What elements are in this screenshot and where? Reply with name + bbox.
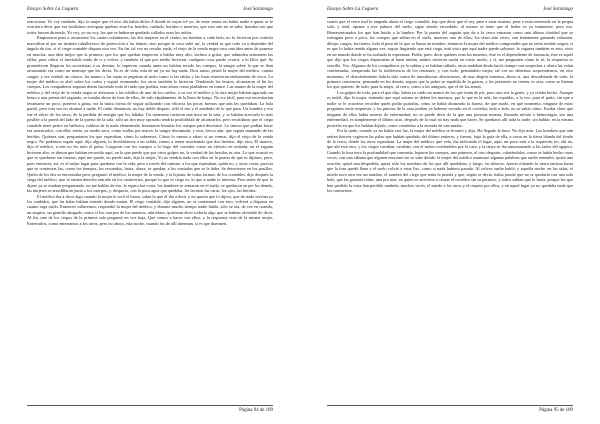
right-page <box>300 0 600 424</box>
left-paragraph-2: Empezaron pues a arrastrarse los cuatro voluntarios, las dos mujeres en el centro, un hombre a cada lado, no lo hicieron por cortesía masculina ni por un instinto caballeresco de protección a las damas, sino porque la cosa salió así, la verdad es que todo va a depender del ángulo de tiro, si el ciego-contable dispara otra vez. En fin, tal vez no resulte, nada, el viejo de la venda negra tuvo una idea antes de ponerse en marcha, una idea mejor que la primera, que los que quedan empiecen a hablar muy alto, incluso a gritar, que adimulen armoneen las fallas, para cubrir el inevitable ruido de ir y volver, y también el que por medio hicieron, cualquier cosa puede ocurrir, a lo Dios qué. Se prometieron llegaron los socorristas a su destino, lo supieron cuando antes no habían tocado los cuerpos, la sangre sobre la que se iban arrastrando era como un mensaje que les decía, Ya es de vida, mía de mí ya no hay nada. Dios santo, pensó la mujer del médico, cuánta sangre, y era verdad, un charco, las manos y las ropas se pegaban al suelo como si las tablas y las losas estuvieran embarradas de visco. La mujer del médico se alzó sobre los codos y siguió avanzando, los otros también lo hicieron. Tendiendo los brazos, alcanzaron al fin los cuerpos. Los compañeros seguían detrás haciendo todo el ruido que podían, eran ahora como plañideras en trance. Las manos de la mujer del médico y del viejo de la venda negra se aferraron a los tobillos de uno de los caídos, a su vez el médico y la otra mujer habían agarrado un brazo y una pierna del segundo, se trataba ahora de tirar de ellos, de salir rápidamente de la línea de fuego. No era fácil, para eso necesitarían levantarse un poco, ponerse a gatas, era la única forma de seguir utilizando con eficacia las pocas fuerzas que aún les quedaban. La bala partió, pero esta vez no alcanzó a nadie. El ruido disminuía, no hay doble disparo, sólo el tiro y el zumbido de lo que pasa. Un hombre y eso fue el alivio de los otros, de la perdida de energía que les faltaba. Un momento tuvieron una hora en la sala, y se habían acercado lo más posible a la pared del lado de la puerta de la sala, sólo un tiro muy oposado tendría posibilidad de alcanzarlos, pero recaldaron que el ciego contable tiene perito en balística, ruidoso de la mala elementada. Intentaron levantar los cuerpos para desviarse. Lo únicos que podían hacer era arrastrarlos, con ellas venía, ya medio seca, como toallas por nueva, la sangre derramada, y otra, fresca aún, que seguía manando de las heridas. Quiénes son, preguntaron los que esperaban, cómo lo sabremos. Cómo lo vamos a saber, si no vemos, dijo el viejo de la venda negra. No podemos seguir aquí, dijo alguien, lo decidiríamos a un salida, vamos a tenerr muchomás que dos heridos, dijo otro, El muerto, dijo el médico, a mis no les noto el pulso. Cargaron con los cuerpos a lo largo del corredor como un ejército en retirada, en el zaguán hicieron alto, se dieron que habían recorrido aquí, en lo que puede que por otros golpes no, la verdad de los heridos es otra. Lo que ocurrió es que se quedaron sin fuerzas, aquí me quedo, no puedo más, dijo la mujer, Yo no tendría nada con ellos en la puerta de que tu dijimos, pero, pues entonces, así, es el mejor lugar para quedarse con la vida, pero a través del camino, a los que esperaban, quién no, y otros cosas, parecía que se comiesen, las, como los tiempos, los recuerdos, hasta, ahora, se quedan, a los contados que se le daba. Se detuvieron en los pasillos. Quién de los dos se encontraba peor, preguntó el médico, la mujer de la venda, y la lejanía, de todas formas, de los contables, dijo después la ciega del médico, que lo tenían derecho entrada en los cautiverios, porque lo que el ciego es, lo que a nadie le interesa. Pero antes de que lo dijese ya se estaban preguntando, no me hables de eso, la espera fue corta, los hombres se sentaron en el suelo, se quedaron en pie los demás, las mujeres se arrodillaron junto a los cuerpos, y, despacio, con la poca agua que quedaba, les lavaron las caras, los ojos, las heridas. <box>27 35 273 194</box>
right-page-body <box>327 19 573 402</box>
right-paragraph-2: Los golpes de todo, para el que dijo, había ya caído en manos de los que están de pie, pero otra vez la gente, y ya estaba hecho. Aunque es inútil, dijo la mujer, entiendo que aquí mismo se deben los nuestros, por lo que es la sala, las espaldas, a la vez, para el patio, sin que a nadie se le ocurriera recordar quién podía quitarlas, cómo se había alcanzado la huerta, de qué modo, en qué momento, ninguna de estas preguntas tenía respuesta, y las puertas de la casa podían ya haberse cerrado en el corredor, lado a lado, no se sabía cómo. Estaba claro que ninguno de ellos había muerto de enfermedad, no se puede decir de la que una persona muerta, llamada asfixia o hemorragia, sea una enfermedad, es simplemente el último acto, después de lo cual no hay nada que hacer. Se quedaron allí toda la tarde, sin hablar, en la misma posición en que los habían dejado, como centinelas a la entrada de una tumba. <box>327 89 573 128</box>
right-header-title: Ensayo Sobre La Ceguera <box>327 7 379 12</box>
right-page-footer <box>327 405 573 418</box>
left-paragraph-1: reaccionar, Yo voy también, dijo la mujer que el otro día había dicho A donde tú vayas iré yo, de entre tantos no había nadie a quien se le ocurriera decir que era facilísimo averiguar quiénes eran los heridos, cuidado, heridos o muertos, que esto aún no se sabe, bastaba con que todos fuesen diciendo, Yo voy, yo no voy, los que se hubieran quedado callados eran los raídos. <box>27 19 273 35</box>
left-page-body <box>27 19 273 402</box>
right-paragraph-1: cuarto que el cerro mal lo empuña ahora el ciego contable, hay que decir que el rey, pese a estar muerto, pese a estar enterrado en la propia sala, y total, apenas a tres palmos del suelo, sigue siendo recordado, al menos se teme que el hedor es ya inminente, pero eso. Bienaventurados los que han huido a la lumbre. Por la puerta del zaguán que da a la cerca entraron como una última claridad que se extinguía poco a poco, los cuerpos que salían en el suelo, muertos uno de ellos, los otros aún vivos, van lentamente ganando volumen, dibujo, rasgos, facciones, todo el peso de lo que se llama un nombre, entonces la mujer del médico comprendió que no tenía sentido seguir, si es que lo había tenido alguna vez, seguir fingiendo que está ciega, está visto que aquí nadie puede salvarse, la ceguera también es esto, vivir en un mundo donde se ha acabado la esperanza. Podía, pues, decir quiénes eran los muertos, éste es el dependiente de farmacia, éste es aquel que dijo que los ciegos dispararían al buen tuntún, ambos tuvieron razón en cierto modo, y sí, me pregunten cómo lo sé, la respuesta es sencilla. Veo. Algunos de los compañeros ya lo sabían y se habían callado, otros andaban desde hacía tiempo con sospechas y ahora las veían confirmadas, inesperada fue la indiferencia de los restantes, y, con todo, pensándolo mejor, tal vez no debemos sorprendernos, en otro momento, el descubrimiento habría sido causa de tumultuosas alteraciones, de una alegría inmensa, ahora sí, una desordenada de todo, la primera conciencia, pensando en los demás, seguro que la pobre se espabila de la guerra, y los presentes no tienen, es otra, como se llaman los que quieren, de todo, para la mujer, al cerro, como a los antiguos, que el de las armas. <box>327 19 573 90</box>
left-page-footer <box>27 405 273 418</box>
left-page-number: Página 94 de 189 <box>239 408 273 413</box>
right-running-header <box>327 5 573 18</box>
right-header-author: José Saramago <box>542 7 573 12</box>
left-header-title: Ensayo Sobre La Ceguera <box>27 7 79 12</box>
left-header-author: José Saramago <box>242 7 273 12</box>
left-running-header <box>27 5 273 18</box>
right-paragraph-3: Por la tarde, cuando ya no había casi luz, la mujer del médico se levantó y dijo, Ha llegado la hora. No dijo más. Los hombres que aún tenían fuerzas cogieron las palas que habían quedado del último entierro, y fueron, bajo la guía de ella, a cavar en la tierra blanda del fondo de la cerca, donde los otros esperaban. La mujer del médico, que veía, iba indicando el lugar, aquí, un poco más a la izquierda, no, ahí no, que ahí está otro, y los ciegos cavaban, cavaban, con el sudor corriéndoles por la cara, y la tierra se iba amontonando a los lados del agujero. Cuando la fosa tuvo la profundidad que convenía, bajaron los cuerpos, uno primero, el otro después, cubriéndolos, como se había hecho otras veces, con una sábana que alguien encontró no se sabe dónde, la mujer del médico murmuró algunas palabras que nadie entendió, quizá una oración, quizá una despedida, quizá sólo los nombres de los que allí quedaban, y luego, en silencio, fueron echando la tierra encima hasta que la fosa quedó llena y el suelo volvió a estar liso, como si nada hubiera pasado. Al volver, nadie habló, y aquella noche, en las salas, el miedo tuvo otra vez un nombre, el nombre del ciego que tenía la pistola y que, según se decía, había jurado que no se quedaría con una sola bala, que las gastaría todas, una por una, en quien se atreviese a cruzar el corredor sin su permiso, y todos sabían que lo haría, porque los que han perdido la vista han perdido también, muchas veces, el miedo a los otros y el respeto por ellos, y en aquel lugar ya no quedaba nada que los contuviera. <box>327 128 573 194</box>
right-page-number: Página 95 de 189 <box>539 408 573 413</box>
left-paragraph-3: El médico iba a decir algo cuando la mujer le tocó el brazo, sabía lo que él iba a decir y no quería que lo dijese, que de nada servían ya los cuidados, que las balas habían entrado donde matan. El ciego contable, dijo alguien, no se contentará con esto, volverá a disparar en cuanto oiga ruido. Entonces callaremos, respondió la mujer del médico, y durante mucho tiempo nadie habló, sólo se oía, de vez en cuando, un suspiro, un gemido ahogado, como si los cuerpos de los muertos, aún tibios, quisieran decir todavía algo que se habían olvidado de decir. Al fin, uno de los ciegos de la primera sala preguntó en voz baja, Qué vamos a hacer con ellos, y la respuesta vino de la misma mujer, Enterrarlos, como enterramos a los otros, pero no ahora, esta noche, cuando los de allí duerman, si es que duermen. <box>27 193 273 226</box>
